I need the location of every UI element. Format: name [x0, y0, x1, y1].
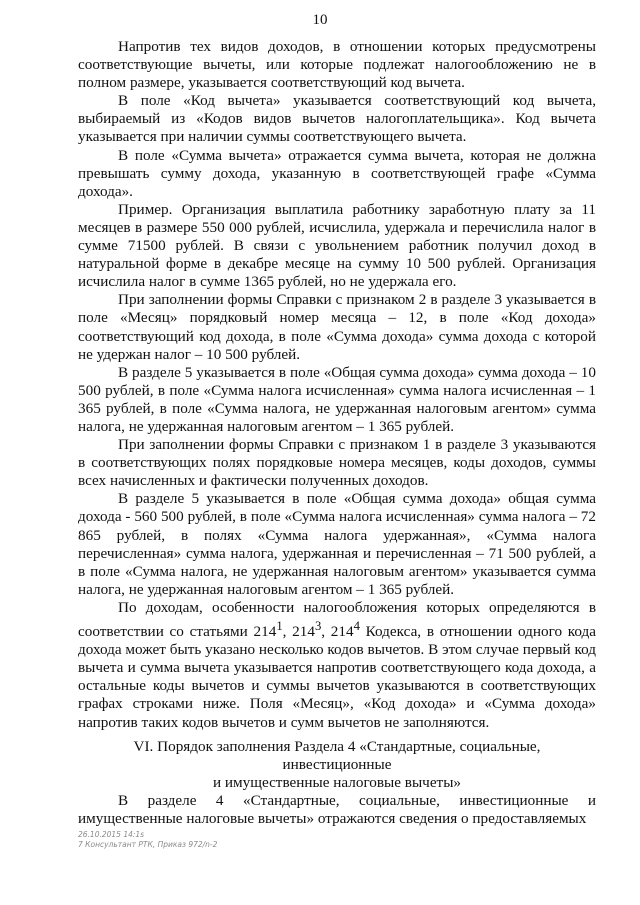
section-heading-line: и имущественные налоговые вычеты» [213, 774, 461, 792]
paragraph: При заполнении формы Справки с признаком 2 в разделе 3 указывается в поле «Месяц» порядковый номер месяца – 12, в поле «Код дохода» соответствующий код дохода, в поле «Сумма дохода» сумма дохода с которой не удержан налог – 10 500 рублей. [78, 291, 596, 363]
paragraph: В поле «Сумма вычета» отражается сумма вычета, которая не должна превышать сумму дохода, указанную в соответствующей графе «Сумма дохода». [78, 146, 596, 200]
paragraph: В разделе 5 указывается в поле «Общая сумма дохода» общая сумма дохода - 560 500 рублей, в поле «Сумма налога исчисленная» сумма налога – 72 865 рублей, в полях «Сумма налога удержанная», «Сумма налога перечисленная» сумма налога, удержанная и перечисленная – 71 500 рублей, а в поле «Сумма налога, не удержанная налоговым агентом» указывается сумма налога, не удержанная налоговым агентом – 1 365 рублей. [78, 490, 596, 598]
section-heading-line: VI. Порядок заполнения Раздела 4 «Стандартные, социальные, инвестиционные [133, 738, 541, 774]
paragraph: При заполнении формы Справки с признаком 1 в разделе 3 указываются в соответствующих полях порядковые номера месяцев, коды доходов, суммы всех начисленных и фактически полученных доходов. [78, 436, 596, 490]
article-superscript: 1 [276, 619, 283, 633]
articles-separator: , 214 [321, 623, 354, 641]
document-body [78, 38, 596, 732]
footer-stamp [78, 830, 217, 850]
page-number: 10 [312, 12, 328, 28]
footer-stamp-line: 26.10.2015 14:1s [78, 830, 145, 839]
paragraph: В разделе 4 «Стандартные, социальные, инвестиционные и имущественные налоговые вычеты» отражаются сведения о предоставляемых [78, 792, 596, 828]
articles-text-after: Кодекса, в отношении одного кода дохода может быть указано несколько кодов вычетов. В этом случае первый код вычета и сумма вычета указывается напротив соответствующего кода дохода, а остальные коды вычетов и суммы вычетов указываются в соответствующих графах строками ниже. Поля «Месяц», «Код дохода» и «Сумма дохода» напротив таких кодов вычетов и сумм вычетов не заполняются. [78, 623, 597, 731]
articles-text-before: По доходам, особенности налогообложения которых определяются в соответствии со статьями 214 [78, 598, 596, 641]
article-superscript: 4 [353, 619, 360, 633]
footer-stamp-line: 7 Консультант РТК, Приказ 972/n-2 [78, 840, 218, 849]
paragraph: В разделе 5 указывается в поле «Общая сумма дохода» сумма дохода – 10 500 рублей, в поле «Сумма налога исчисленная» сумма налога исчисленная – 1 365 рублей, в поле «Сумма налога, не удержанная налоговым агентом» сумма налога, не удержанная налоговым агентом – 1 365 рублей. [78, 363, 596, 435]
paragraph: В поле «Код вычета» указывается соответствующий код вычета, выбираемый из «Кодов видов вычетов налогоплательщика». Код вычета указывается при наличии суммы соответствующего вычета. [78, 92, 596, 146]
paragraph-articles [78, 599, 596, 732]
section-heading [78, 738, 596, 792]
paragraph: Пример. Организация выплатила работнику заработную плату за 11 месяцев в размере 550 000 рублей, исчислила, удержала и перечислила налог в сумме 71500 рублей. В связи с увольнением работник получил доход в натуральной форме в декабре месяце на сумму 10 500 рублей. Организация исчислила налог в сумме 1365 рублей, но не удержала его. [78, 200, 596, 291]
article-superscript: 3 [314, 619, 322, 633]
articles-separator: , 214 [282, 623, 315, 641]
paragraph: Напротив тех видов доходов, в отношении которых предусмотрены соответствующие вычеты, или которые подлежат налогообложению не в полном размере, указывается соответствующий код вычета. [78, 38, 596, 92]
